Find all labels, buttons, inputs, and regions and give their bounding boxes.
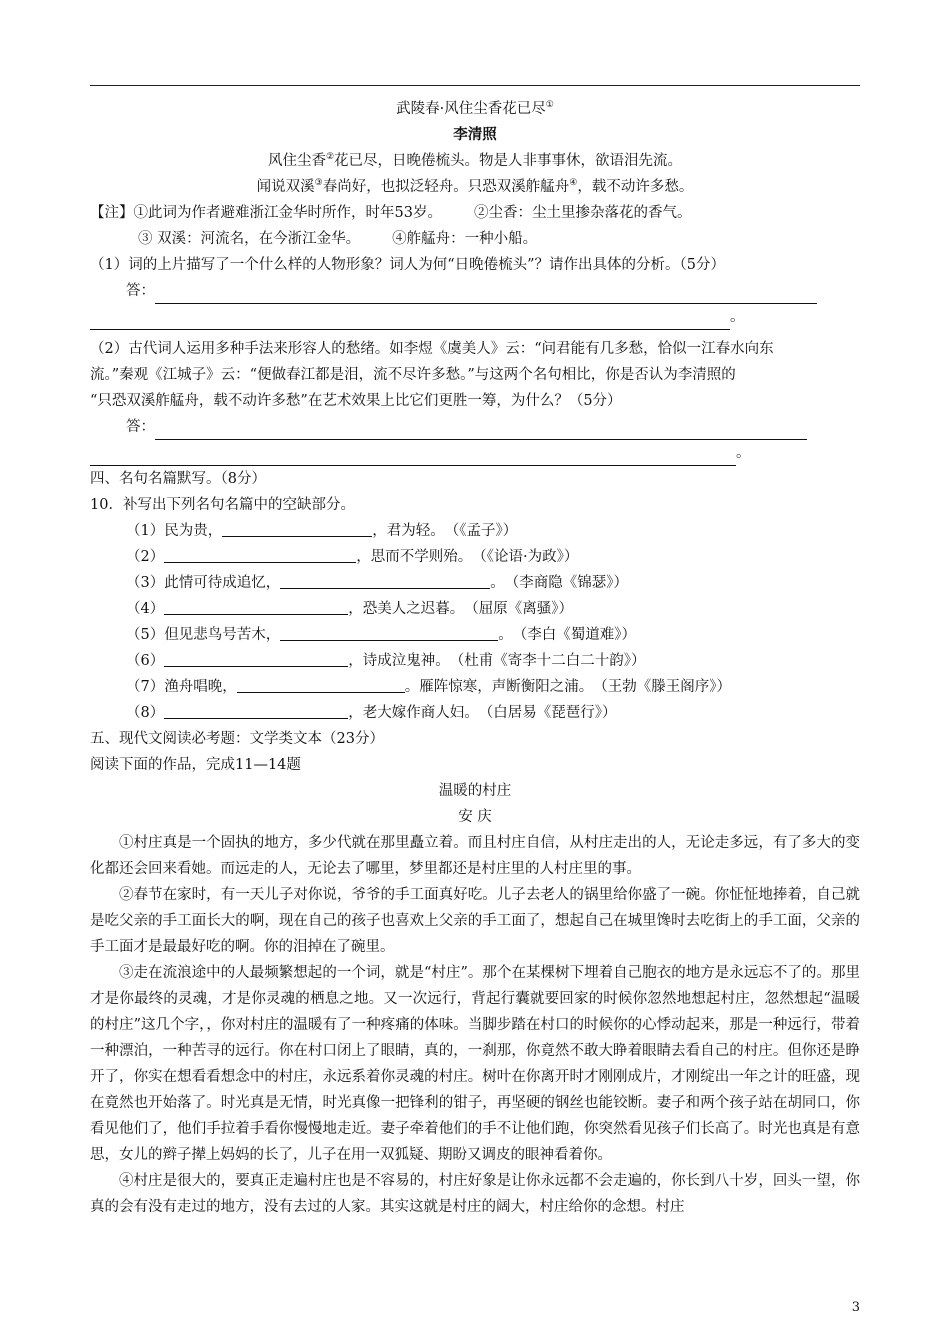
fill-item-1: （1）民为贵， ，君为轻。 （《孟子》） [90, 518, 860, 544]
article-author: 安 庆 [458, 809, 492, 825]
article-paragraph-1: ①村庄真是一个固执的地方，多少代就在那里矗立着。而且村庄自信，从村庄走出的人，无论走多远，有了多大的变化都还会回来看她。而远走的人，无论去了哪里，梦里都还是村庄里的人村庄里的事。 [90, 835, 860, 877]
answer-blank[interactable] [90, 311, 730, 330]
fill-item-2: （2） ，思而不学则殆。 （《论语·为政》） [90, 544, 860, 570]
article-title: 温暖的村庄 [438, 783, 512, 799]
question-10: 10．补写出下列名句名篇中的空缺部分。 [90, 497, 355, 513]
fill-item-6: （6） ，诗成泣鬼神。 （杜甫《寄李十二白二十韵》） [90, 648, 860, 674]
answer-blank[interactable] [155, 285, 817, 304]
answer-blank[interactable] [90, 447, 736, 466]
article-paragraph-2: ②春节在家时，有一天儿子对你说，爷爷的手工面真好吃。儿子去老人的锅里给你盛了一碗。你怔怔地捧着，自己就是吃父亲的手工面长大的啊，现在自己的孩子也喜欢上父亲的手工面了，想起自己在城里馋时去吃街上的手工面，父亲的手工面才是最最好吃的啊。你的泪掉在了碗里。 [90, 887, 860, 955]
end-mark: 。 [730, 309, 745, 325]
answer-row-1 [90, 278, 860, 304]
note-line-2: ③ 双溪：河流名，在今浙江金华。 ④舴艋舟：一种小船。 [138, 231, 538, 247]
fill-item-7: （7）渔舟唱晚， 。雁阵惊寒，声断衡阳之浦。 （王勃《滕王阁序》） [90, 674, 860, 700]
fill-blank[interactable] [164, 596, 348, 615]
answer-label: 答： [126, 419, 155, 435]
section-4-heading: 四、名句名篇默写。（8分） [90, 471, 266, 487]
fill-blank[interactable] [280, 570, 490, 589]
poem-title: 武陵春·风住尘香花已尽① [396, 100, 554, 117]
header-rule [90, 85, 860, 86]
poem-line-2: 闻说双溪③春尚好，也拟泛轻舟。只恐双溪舴艋舟④，载不动许多愁。 [256, 178, 694, 195]
fill-blank[interactable] [164, 544, 356, 563]
question-2-line-3: “只恐双溪舴艋舟，载不动许多愁”在艺术效果上比它们更胜一筹，为什么？（5分） [90, 393, 622, 409]
page-number: 3 [851, 1300, 860, 1315]
fill-item-3: （3）此情可待成追忆， 。 （李商隐《锦瑟》） [90, 570, 860, 596]
question-1: （1）词的上片描写了一个什么样的人物形象？词人为何“日晚倦梳头”？请作出具体的分析。（5分） [90, 257, 726, 273]
fill-blank[interactable] [164, 648, 348, 667]
fill-blank[interactable] [164, 700, 348, 719]
note-line-1: 【注】①此词为作者避难浙江金华时所作，时年53岁。 ②尘香：尘土里掺杂落花的香气。 [90, 205, 692, 221]
answer-blank[interactable] [155, 421, 807, 440]
fill-blank[interactable] [237, 674, 405, 693]
answer-row-2 [90, 414, 860, 440]
answer-row-1b [90, 304, 860, 330]
fill-blank[interactable] [280, 622, 498, 641]
question-2-line-1: （2）古代词人运用多种手法来形容人的愁绪。如李煜《虞美人》云：“问君能有几多愁，恰似一江春水向东 [90, 341, 774, 357]
question-2-line-2: 流。”秦观《江城子》云：“便做春江都是泪，流不尽许多愁。”与这两个名句相比，你是否认为李清照的 [90, 367, 736, 383]
fill-item-8: （8） ，老大嫁作商人妇。 （白居易《琵琶行》） [90, 700, 860, 726]
section-5-heading: 五、现代文阅读必考题：文学类文本（23分） [90, 731, 384, 747]
fill-item-4: （4） ，恐美人之迟暮。 （屈原《离骚》） [90, 596, 860, 622]
document-page [90, 96, 860, 1220]
article-paragraph-4: ④村庄是很大的，要真正走遍村庄也是不容易的，村庄好象是让你永远都不会走遍的，你长到八十岁，回头一望，你真的会有没有走过的地方，没有去过的人家。其实这就是村庄的阔大，村庄给你的念想。村庄 [90, 1173, 860, 1215]
answer-label: 答： [126, 283, 155, 299]
article-paragraph-3: ③走在流浪途中的人最频繁想起的一个词，就是“村庄”。那个在某棵树下埋着自己胞衣的地方是永远忘不了的。那里才是你最终的灵魂，才是你灵魂的栖息之地。又一次远行，背起行囊就要回家的时候你忽然地想起村庄，忽然想起“温暖的村庄”这几个字，，你对村庄的温暖有了一种疼痛的体味。当脚步踏在村口的时候你的心悸动起来，那是一种远行，带着一种漂泊，一种苦寻的远行。你在村口闭上了眼睛，真的，一刹那，你竟然不敢大睁着眼睛去看自己的村庄。但你还是睁开了，你实在想看看想念中的村庄，永远系着你灵魂的村庄。树叶在你离开时才刚刚成片，才刚绽出一年之计的旺盛，现在竟然也开始落了。时光真是无情，时光真像一把锋利的钳子，再坚硬的钢丝也能铰断。妻子和两个孩子站在胡同口，你看见他们了，他们手拉着手看你慢慢地走近。妻子牵着他们的手不让他们跑，你突然看见孩子们长高了。时光也真是有意思，女儿的辫子撵上妈妈的长了，儿子在用一双狐疑、期盼又调皮的眼神看着你。 [90, 965, 860, 1163]
answer-row-2b [90, 440, 860, 466]
fill-blank[interactable] [222, 518, 372, 537]
poem-author: 李清照 [453, 127, 497, 143]
section-5-instruction: 阅读下面的作品，完成11—14题 [90, 757, 301, 773]
fill-item-5: （5）但见悲鸟号苦木， 。 （李白《蜀道难》） [90, 622, 860, 648]
end-mark: 。 [736, 445, 751, 461]
poem-line-1: 风住尘香②花已尽，日晚倦梳头。物是人非事事休，欲语泪先流。 [267, 152, 683, 169]
